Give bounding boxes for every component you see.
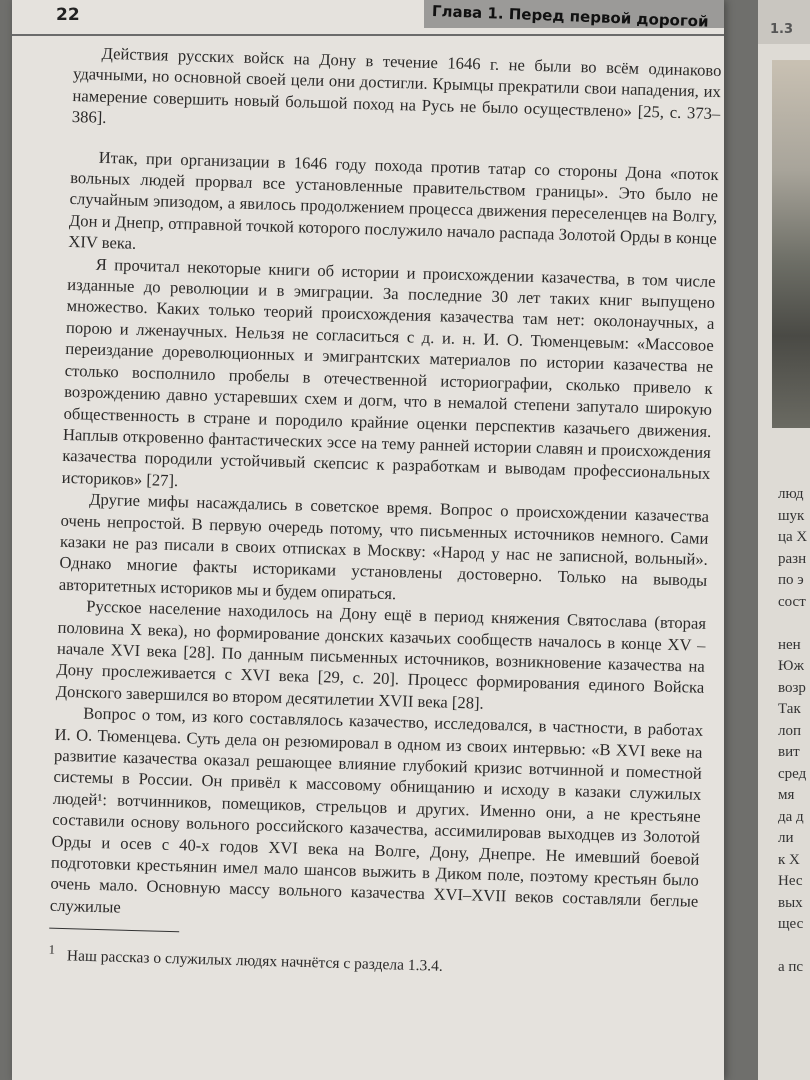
- footnote-divider: [49, 928, 179, 933]
- paragraph-quote-end: Действия русских войск на Дону в течение 1646 г. не были во всём одинаково удачными, но основной своей цели они достигли. Крымцы прекратили свои нападения, их намерение совершить новый большой поход на Русь не было осуществлено» [25, с. 373–386].: [71, 43, 722, 128]
- right-page-line-fragment: вит: [778, 744, 800, 760]
- right-page-line-fragment: да д: [778, 808, 804, 825]
- book-page-right-partial: [758, 0, 810, 1080]
- right-page-line-fragment: возр: [778, 679, 806, 696]
- right-page-line-fragment: разн: [778, 550, 807, 567]
- right-page-line-fragment: по э: [778, 572, 804, 588]
- right-page-line-fragment: сост: [778, 593, 806, 610]
- right-page-line-fragment: к X: [778, 851, 800, 868]
- right-page-line-fragment: сред: [778, 765, 807, 782]
- footnote-text: Наш рассказ о служилых людях начнётся с раздела 1.3.4.: [66, 947, 443, 976]
- paragraph: Итак, при организации в 1646 году похода против татар со стороны Дона «поток вольных людей прорвал все установленные правительством границы». Это было не случайным эпизодом, а явилось продолжением процесса движения переселенцев на Волгу, Дон и Днепр, отправной точкой которого послужило начало распада Золотой Орды в конце XIV века.: [68, 147, 719, 254]
- page-number: 22: [56, 5, 80, 25]
- right-page-line-fragment: [778, 613, 810, 635]
- paragraph: Вопрос о том, из кого составлялось казачество, исследовался, в частности, в работах И. О. Тюменцева. Суть дела он резюмировал в одном из своих интервью: «В XVI веке на развитие казачества оказал решающее влияние глубокий кризис вотчинной и поместной системы в России. Он привёл к массовому обнищанию и исходу в казаки служилых людей¹: вотчинников, помещиков, стрельцов и других. Именно они, а не крестьяне составили основу вольного российского казачества, ассимилировав выходцев из Золотой Орды и осев с 40-х годов XVI века на Волге, Дону, Днепре. Не имевший боевой подготовки крестьянин имел мало шансов выжить в Диком поле, поэтому крестьян было очень мало. Основную массу вольного казачества XVI–XVII веков составляли беглые служилые: [49, 703, 704, 917]
- right-page-line-fragment: [778, 936, 810, 958]
- right-page-text-fragments: [778, 484, 810, 979]
- right-page-line-fragment: Юж: [778, 658, 804, 674]
- chapter-title: Глава 1. Перед первой дорогой: [431, 2, 709, 31]
- right-page-line-fragment: ли: [778, 830, 794, 846]
- right-page-photo: [772, 60, 810, 428]
- right-page-line-fragment: шук: [778, 507, 805, 524]
- right-page-line-fragment: лоп: [778, 722, 802, 739]
- right-page-line-fragment: щес: [778, 916, 804, 932]
- footnote-marker: 1: [48, 941, 56, 958]
- right-page-header: [758, 0, 810, 44]
- right-page-line-fragment: мя: [778, 787, 795, 803]
- right-page-line-fragment: люд: [778, 486, 804, 502]
- right-page-chapter-number: 1.3: [770, 22, 794, 37]
- paragraph: Я прочитал некоторые книги об истории и происхождении казачества, в том числе изданные до революции и в эмиграции. За последние 30 лет таких книг выпущено множество. Каких только теорий происхождения казачества там нет: околонаучных, а порою и лженаучных. Нельзя не согласиться с д. и. н. И. О. Тюменцевым: «Массовое переиздание дореволюционных и эмигрантских материалов по истории казачества не столько восполнило пробелы в отечественной историографии, сколько привело к возрождению давно устаревших схем и догм, что в немалой степени запутало широкую общественность в стране и породило крайние оценки перспектив казачьего движения. Наплыв откровенно фантастических эссе на тему ранней истории славян и происхождения казачества породили устойчивый скепсис к разработкам и выводам профессиональных историков» [27].: [61, 254, 716, 490]
- right-page-line-fragment: вых: [778, 894, 803, 911]
- right-page-line-fragment: нен: [778, 636, 801, 653]
- footnote: [48, 939, 697, 985]
- book-page-left: [12, 0, 724, 1080]
- right-page-line-fragment: а пс: [778, 959, 804, 975]
- body-text: [48, 42, 722, 985]
- right-page-line-fragment: Так: [778, 701, 801, 717]
- running-header: [12, 0, 724, 36]
- paragraph: Другие мифы насаждались в советское время. Вопрос о происхождении казачества очень непростой. В первую очередь потому, что письменных источников немного. Сами казаки не раз писали в своих отписках в Москву: «Народ у нас не записной, вольный». Однако многие факты историками установлены достоверно. Только на выводы авторитетных историков мы и будем опираться.: [58, 489, 710, 603]
- right-page-line-fragment: ца Х: [778, 529, 808, 545]
- right-page-line-fragment: Нес: [778, 873, 803, 889]
- paragraph: Русское население находилось на Дону ещё в период княжения Святослава (вторая половина X века), но формирование донских казачьих сообществ началось в конце XV – начале XVI века [28]. По данным письменных источников, возникновение казачества на Дону прослеживается с XVI века [29, с. 20]. Процесс формирования единого Войска Донского завершился во втором десятилетии XVII века [28].: [55, 596, 707, 713]
